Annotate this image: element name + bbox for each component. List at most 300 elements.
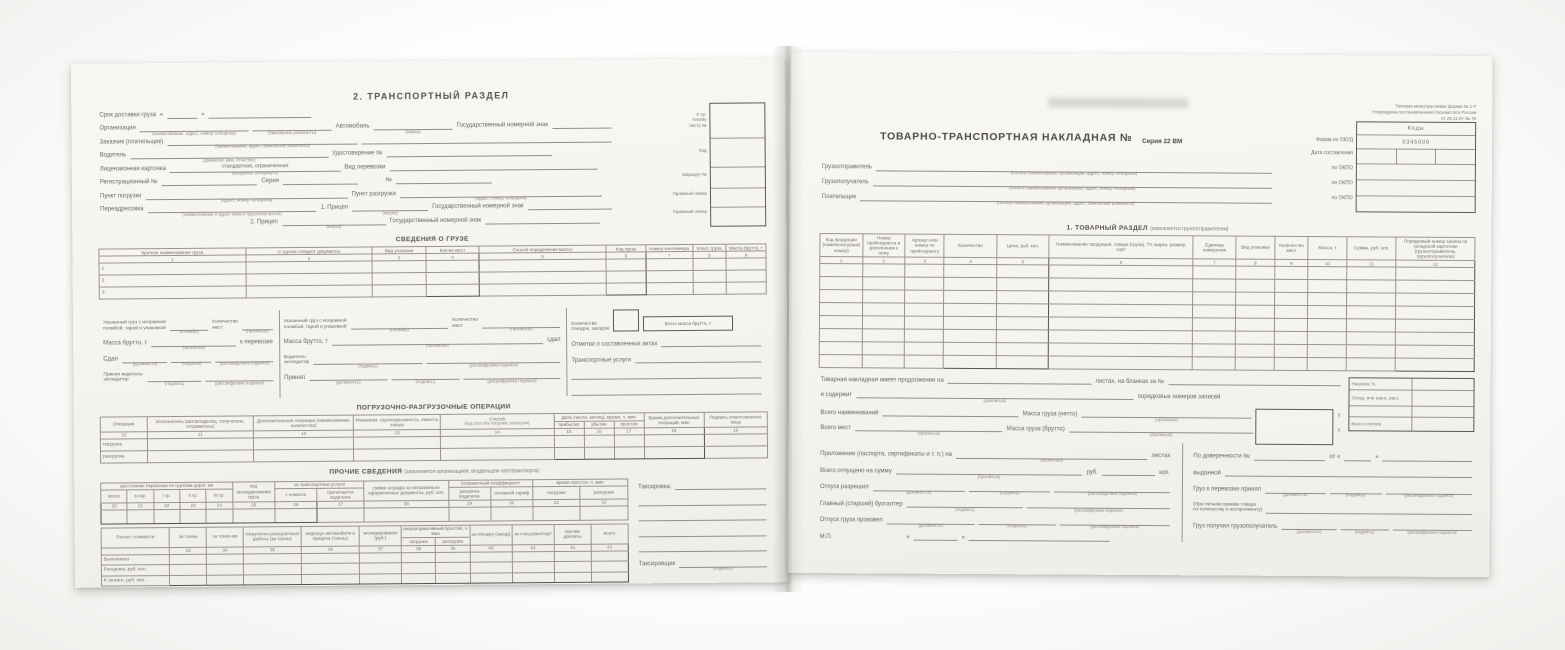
- form-note-line: Утверждена постановлением Госкомстата России: [1371, 109, 1477, 115]
- blank-field: [956, 452, 1148, 463]
- empty-cell: [1235, 357, 1274, 370]
- empty-cell: [944, 277, 996, 290]
- form-line: [1191, 502, 1474, 514]
- goods-section-subtitle: (заполняется грузоотправителем): [1150, 226, 1229, 233]
- blank-field: [638, 514, 766, 522]
- column-number: 42: [554, 544, 591, 551]
- empty-cell: [402, 573, 436, 584]
- blank-field: [145, 191, 347, 203]
- blank-field: [969, 534, 1110, 542]
- empty-cell: [1347, 280, 1396, 293]
- column-number: 8: [693, 251, 726, 258]
- empty-cell: [862, 264, 905, 277]
- empty-cell: [646, 259, 693, 271]
- column-header: Артикул или номер по прейскуранту: [905, 234, 944, 257]
- empty-cell: [302, 563, 360, 574]
- blank-field: [283, 178, 358, 186]
- column-header: Масса, т: [1308, 237, 1347, 260]
- form-line: [282, 317, 563, 333]
- column-header: Кол-во мест: [426, 246, 479, 254]
- empty-cell: [1048, 343, 1192, 357]
- empty-cell: [1192, 357, 1235, 370]
- blank-field: [148, 375, 202, 386]
- empty-cell: [1396, 306, 1475, 319]
- form-line: [101, 371, 275, 386]
- empty-cell: [996, 291, 1048, 304]
- field-label: Сдал: [103, 356, 118, 363]
- empty-cell: [1236, 279, 1275, 292]
- corner-label: Гаражный номер: [672, 191, 708, 197]
- field-label: Пункт погрузки: [99, 193, 142, 200]
- empty-cell: [354, 448, 441, 461]
- form-line: [569, 356, 763, 365]
- field-label: к перевозке: [240, 339, 273, 346]
- empty-cell: [820, 264, 863, 277]
- empty-cell: [512, 551, 554, 562]
- goods-table-wrap: [819, 233, 1476, 372]
- other-info-table: [100, 478, 628, 524]
- codes-row-label: по ОКПО: [1331, 179, 1353, 186]
- empty-cell: [512, 562, 554, 573]
- column-header: основной тариф: [490, 487, 532, 500]
- empty-cell: [1236, 266, 1275, 279]
- column-header: за тонны: [170, 527, 207, 547]
- blank-field: [485, 216, 600, 224]
- empty-cell: [726, 282, 766, 294]
- spacer: [98, 226, 248, 227]
- waybill-corner-box: [613, 102, 766, 227]
- field-caption: (подпись): [1345, 492, 1366, 498]
- empty-cell: [862, 290, 905, 303]
- field-caption: (прописью): [917, 430, 941, 436]
- column-header: разгрузка: [436, 537, 470, 545]
- field-label: выданной: [1193, 469, 1221, 477]
- empty-cell: [997, 265, 1049, 278]
- empty-cell: [1347, 293, 1396, 306]
- code-cell: [1357, 180, 1475, 197]
- empty-cell: [360, 573, 402, 584]
- field-caption: (расшифровка подписи): [219, 360, 270, 366]
- field-label: т: [1337, 427, 1341, 434]
- empty-cell: [1193, 344, 1236, 357]
- empty-cell: [580, 506, 628, 520]
- corner-cell: [711, 188, 765, 207]
- column-number: 29: [448, 500, 490, 507]
- field-caption: (полное наименование организации, адрес, номер телефона): [1009, 185, 1136, 191]
- blank-field: [1027, 501, 1170, 513]
- blank-field: [635, 356, 761, 364]
- cost-calc-table: [101, 523, 629, 586]
- party-line: [820, 164, 1274, 174]
- field-label: Груз получил грузополучатель: [1192, 522, 1278, 530]
- blank-field: [167, 111, 197, 118]
- form-line: [818, 484, 1172, 497]
- empty-cell: [904, 342, 943, 355]
- column-number: 16: [584, 428, 614, 435]
- surcharge-row: [1349, 390, 1473, 407]
- row-label: 2.: [99, 274, 246, 287]
- field-caption: (марка): [405, 128, 421, 134]
- field-label: 1. Прицеп: [320, 205, 349, 212]
- empty-cell: [904, 355, 943, 368]
- column-header: всего: [591, 524, 628, 544]
- empty-cell: [1274, 344, 1307, 357]
- blank-field: [1069, 426, 1254, 437]
- empty-cell: [862, 329, 905, 342]
- waybill-header: [820, 66, 1477, 220]
- blank-field: [1341, 523, 1389, 535]
- empty-cell: [1193, 266, 1236, 279]
- blank-field: [1330, 487, 1382, 498]
- form-line: [98, 216, 614, 227]
- column-header: Наименование продукции, товара (груза), ТУ, марка, размер, сорт: [1049, 235, 1193, 259]
- field-label: Масса груза (брутто): [1006, 425, 1065, 433]
- column-header: разгрузки: [580, 486, 628, 499]
- empty-cell: [1049, 317, 1193, 331]
- field-label: порядковых номеров записей: [1137, 393, 1221, 401]
- column-number: 5: [997, 258, 1049, 265]
- blank-field: [1081, 411, 1251, 422]
- blank-field: [209, 110, 312, 118]
- empty-cell: [819, 329, 862, 342]
- empty-cell: [554, 447, 584, 459]
- column-number: 21: [127, 502, 153, 509]
- form-line: [819, 376, 1343, 386]
- blank-field: [528, 203, 613, 211]
- column-header: Количество: [944, 234, 997, 257]
- column-number: 2: [246, 254, 373, 262]
- code-cell: [1357, 196, 1475, 212]
- form-line: [98, 149, 614, 163]
- blank-field: [572, 388, 762, 396]
- empty-cell: [819, 316, 862, 329]
- empty-cell: [206, 509, 232, 523]
- blank-field: [638, 498, 766, 506]
- empty-cell: [554, 561, 591, 572]
- field-caption: (полное наименование организации, адрес, банковские реквизиты): [997, 200, 1135, 206]
- empty-cell: [244, 564, 302, 575]
- empty-cell: [614, 435, 644, 447]
- column-number: 2: [862, 257, 905, 264]
- empty-cell: [1193, 292, 1236, 305]
- empty-cell: [246, 261, 373, 274]
- blank-field: [313, 357, 423, 369]
- empty-cell: [1235, 331, 1274, 344]
- field-caption: (наименование, адрес, номер телефона): [152, 130, 236, 136]
- blank-field: [887, 517, 975, 528]
- empty-cell: [591, 550, 628, 561]
- column-header: Время дополнительных операций, мин: [644, 413, 704, 428]
- empty-cell: [820, 290, 863, 303]
- column-header: причитается водителю: [317, 488, 364, 501]
- column-header: погрузки: [533, 486, 580, 499]
- column-number: 39: [436, 545, 470, 552]
- column-number: 10: [100, 432, 147, 439]
- empty-cell: [862, 316, 905, 329]
- empty-cell: [426, 272, 479, 284]
- blank-field: [172, 356, 212, 367]
- handover-driver: [279, 308, 567, 398]
- code-cell: 0345009: [1357, 135, 1475, 150]
- column-header: Операция: [100, 417, 147, 432]
- empty-cell: [1275, 292, 1308, 305]
- blank-field: [661, 340, 761, 348]
- column-header: экспедирование (руб.): [359, 525, 401, 545]
- empty-cell: [693, 258, 726, 270]
- surcharge-row: [1350, 378, 1474, 391]
- field-label: Отпуск разрешил: [819, 484, 869, 491]
- blank-field: [206, 375, 274, 386]
- column-number: 9: [726, 251, 766, 258]
- field-caption: (прописью): [426, 343, 449, 349]
- cargo-info-table-wrap: [98, 243, 766, 300]
- field-caption: (расшифровка подписи): [214, 380, 265, 386]
- field-label: Организация: [99, 125, 136, 132]
- empty-cell: [207, 575, 244, 586]
- column-header: за поездку (заезд): [470, 525, 512, 545]
- blank-field: [914, 534, 958, 541]
- blank-field: [309, 374, 387, 385]
- form-line: [637, 560, 769, 572]
- column-number: 19: [704, 427, 767, 434]
- loading-ops-table: [100, 412, 768, 464]
- column-header: Дополнительные операции (наименование, количество): [254, 415, 354, 430]
- code-cell: [1357, 149, 1475, 165]
- form-line: [818, 451, 1172, 463]
- field-caption: (пломбы): [179, 329, 199, 335]
- column-header: Код продукции (номенклатурный номер): [820, 234, 863, 257]
- column-group: Дата (число, месяц), время, ч. мин: [554, 413, 644, 421]
- corner-label: Код: [699, 148, 707, 154]
- column-number: 4: [944, 257, 996, 264]
- other-info-subtitle: (заполняется организацией, владельцем автотранспорта): [404, 467, 540, 476]
- empty-cell: [819, 355, 862, 368]
- cargo-info-table: [98, 243, 766, 300]
- form-line: [818, 500, 1172, 513]
- field-caption: (прописью): [1149, 431, 1173, 437]
- field-caption: (должность): [1283, 492, 1308, 498]
- column-header: расценка водителю: [448, 487, 490, 500]
- column-header: Единица измерения: [1193, 236, 1236, 259]
- row-label: 3.: [99, 286, 246, 299]
- column-number: 15: [554, 428, 584, 435]
- blank-field: [148, 205, 317, 217]
- other-info-table-wrap: [100, 478, 628, 524]
- code-cell: [1357, 164, 1475, 181]
- field-label: Регистрационный №: [99, 179, 158, 186]
- empty-cell: [554, 551, 591, 562]
- field-label: Срок доставки груза: [99, 112, 156, 119]
- field-label: Лицензионная карточка: [99, 165, 166, 173]
- form-line: [282, 337, 563, 349]
- column-header: Номер прейскуранта и дополнения к нему: [862, 234, 905, 257]
- corner-label: Маршрут №: [682, 172, 707, 178]
- other-info-block: [100, 474, 769, 586]
- surcharge-label: Наценка, %: [1350, 378, 1413, 389]
- date-subcell: [1397, 150, 1437, 164]
- empty-cell: [944, 264, 996, 277]
- field-caption: (должность): [335, 379, 361, 385]
- form-line: [98, 189, 614, 203]
- column-header: погрузочно-разгрузочные работы (за тонны): [243, 526, 301, 546]
- empty-cell: [373, 285, 426, 297]
- blank-field: [860, 194, 1272, 204]
- field-label: листах: [1151, 453, 1171, 460]
- surcharge-row: [1349, 417, 1473, 431]
- field-label: Переадресовка: [100, 206, 144, 213]
- column-number: 4: [426, 253, 479, 260]
- spacer: [313, 115, 613, 117]
- empty-cell: [1307, 332, 1346, 345]
- blank-field: [855, 424, 1003, 436]
- column-group: расстояние перевозки по группам дорог, км: [101, 482, 233, 490]
- empty-cell: [1308, 280, 1347, 293]
- column-number: 12: [1396, 260, 1475, 267]
- field-caption: (должность): [132, 361, 158, 367]
- field-caption: (расшифровка подписи): [1090, 523, 1140, 530]
- column-number: 43: [591, 543, 628, 550]
- empty-cell: [512, 572, 554, 583]
- column-number: 13: [354, 429, 441, 437]
- empty-cell: [170, 575, 207, 586]
- empty-cell: [820, 277, 863, 290]
- blank-field: [873, 484, 966, 495]
- blank-field: [396, 177, 492, 185]
- party-line: [820, 194, 1274, 204]
- column-number: 18: [644, 427, 704, 434]
- empty-cell: [470, 551, 512, 562]
- empty-cell: [533, 506, 580, 520]
- blank-field: [362, 135, 612, 144]
- empty-cell: [147, 438, 254, 451]
- corner-label: К пу- тевому листу №: [689, 112, 707, 128]
- loading-ops-title: ПОГРУЗОЧНО-РАЗГРУЗОЧНЫЕ ОПЕРАЦИИ: [356, 403, 511, 412]
- field-caption: (подпись): [999, 490, 1020, 496]
- taksirovka-notes: [628, 474, 769, 582]
- blank-field: [679, 560, 767, 572]
- blank-field: [896, 468, 1083, 479]
- column-number: 28: [364, 500, 448, 508]
- codes-box: [1276, 121, 1477, 213]
- column-number: 41: [512, 544, 554, 551]
- field-caption: (банковские реквизиты): [267, 129, 317, 135]
- blank-field: [979, 518, 1056, 529]
- empty-cell: [862, 342, 905, 355]
- column-number: 11: [147, 431, 254, 439]
- empty-cell: [1274, 357, 1307, 370]
- blank-field: [391, 373, 459, 384]
- blank-field: [856, 391, 1134, 403]
- column-header: Сумма, руб. коп.: [1347, 237, 1396, 260]
- field-caption: (прописью): [977, 473, 1001, 479]
- field-label: от «: [1329, 454, 1341, 461]
- field-caption: (прописью): [182, 345, 206, 351]
- empty-cell: [1396, 358, 1475, 371]
- form-line: [570, 372, 764, 381]
- field-caption: (ненужное зачеркнуть): [231, 170, 279, 176]
- empty-cell: [364, 507, 448, 522]
- empty-cell: [170, 554, 207, 565]
- field-caption: (подпись): [181, 361, 202, 367]
- field-label: Таксировщик: [638, 561, 676, 568]
- empty-cell: [302, 574, 360, 585]
- empty-cell: [1307, 358, 1346, 371]
- codes-row-label: Форма по ОКУД: [1316, 136, 1354, 143]
- field-label: Водитель- экспедитор: [283, 354, 310, 366]
- column-number: 27: [317, 501, 364, 508]
- empty-cell: [491, 506, 533, 520]
- empty-cell: [584, 435, 614, 447]
- blank-field: [373, 123, 452, 134]
- blank-field: [170, 324, 208, 335]
- form-line: [818, 406, 1342, 422]
- empty-cell: [436, 573, 470, 584]
- column-number: 32: [580, 499, 628, 506]
- empty-cell: [591, 571, 628, 582]
- empty-cell: [726, 258, 766, 270]
- empty-cell: [554, 435, 584, 447]
- field-label: сдал: [546, 337, 561, 344]
- row-label: Расценка, руб. коп.: [101, 565, 170, 576]
- field-label: Принял: [284, 374, 306, 381]
- cargo-info-title: СВЕДЕНИЯ О ГРУЗЕ: [395, 235, 469, 244]
- column-number: 7: [1193, 259, 1236, 266]
- empty-cell: [862, 303, 905, 316]
- empty-cell: [606, 283, 646, 295]
- blank-field: [400, 189, 602, 201]
- value-box: [1255, 409, 1333, 445]
- field-caption: (прописью): [1040, 457, 1064, 463]
- blank-field: [427, 356, 561, 368]
- blank-field: [969, 485, 1050, 496]
- field-label: Всего отпущено на сумму: [820, 467, 892, 475]
- column-number: 6: [1049, 258, 1193, 266]
- column-number: 31: [533, 499, 580, 506]
- column-number: 24: [206, 502, 232, 509]
- spacer: [494, 183, 614, 184]
- empty-cell: [996, 304, 1048, 317]
- column-number: 14: [440, 428, 553, 436]
- field-caption: (подпись): [1354, 528, 1375, 535]
- column-number: 35: [243, 546, 301, 553]
- column-header: Исполнитель (автовладелец, получатель, отправитель): [147, 416, 254, 431]
- empty-cell: [402, 562, 436, 573]
- blank-field: [352, 204, 428, 215]
- column-header: недогруз автомобиля и прицепа (тонны): [301, 526, 359, 546]
- codes-header-cell: Коды: [1357, 122, 1475, 136]
- field-label: Плательщик: [821, 193, 857, 201]
- field-label: и содержит: [820, 391, 853, 398]
- empty-cell: [207, 564, 244, 575]
- empty-cell: [127, 509, 153, 523]
- field-label: Государственный номерной знак: [432, 203, 524, 211]
- column-header: Класс груза: [692, 244, 725, 252]
- field-label: Заказчик (плательщик): [99, 138, 164, 146]
- empty-cell: [1396, 293, 1475, 306]
- corner-cell: [711, 138, 765, 167]
- empty-cell: [1193, 331, 1236, 344]
- blank-field: [1102, 469, 1155, 476]
- field-label: »: [961, 534, 966, 541]
- empty-cell: [1235, 292, 1274, 305]
- form-line: [1191, 453, 1474, 462]
- field-caption: (расшифровка подписи): [487, 378, 537, 384]
- empty-cell: [1193, 318, 1236, 331]
- empty-cell: [944, 355, 996, 368]
- form-line: [636, 529, 768, 537]
- field-label: руб.: [1086, 469, 1098, 476]
- empty-cell: [905, 290, 944, 303]
